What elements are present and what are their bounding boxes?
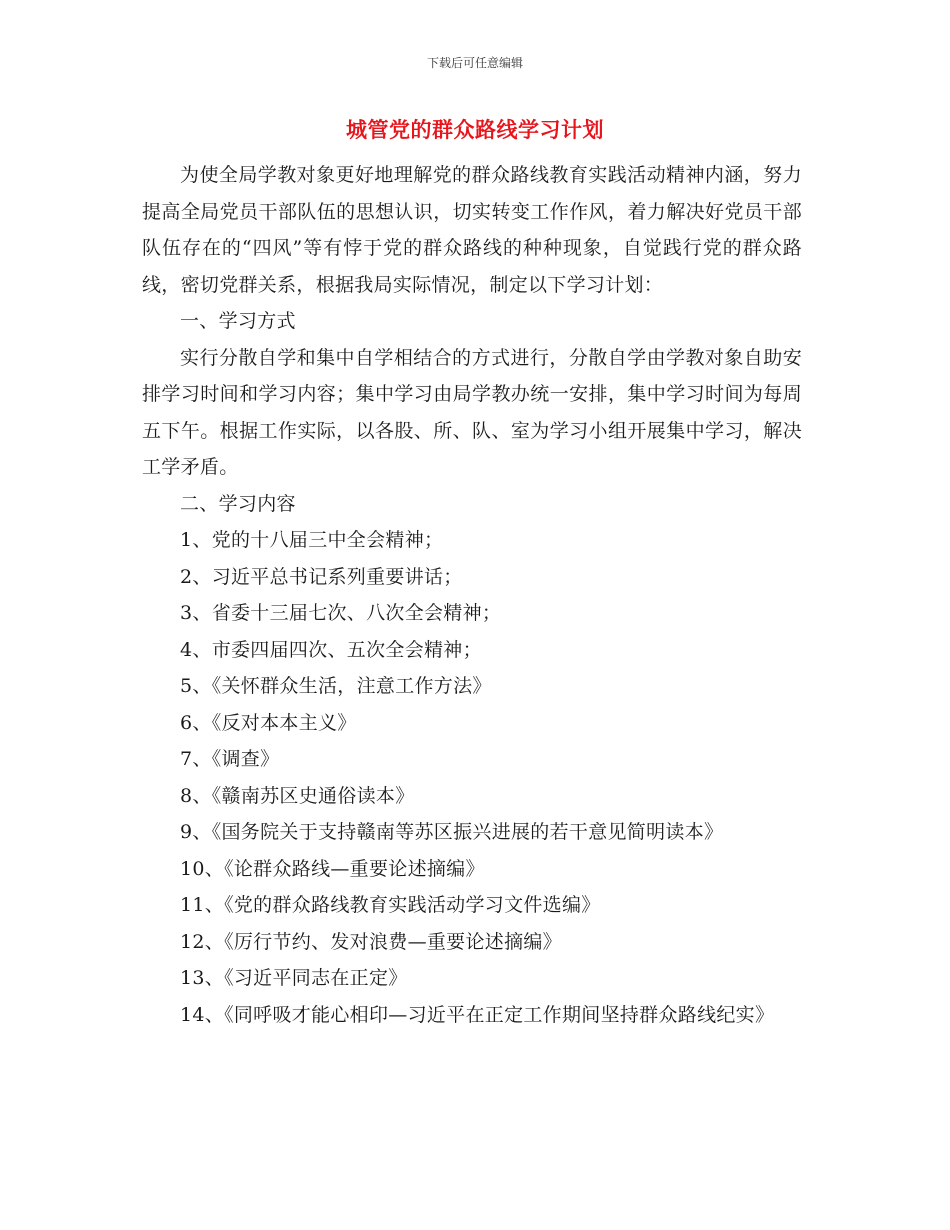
list-item: 3、省委十三届七次、八次全会精神； <box>180 602 502 624</box>
list-item: 7、《调查》 <box>180 748 280 770</box>
intro-paragraph: 为使全局学教对象更好地理解党的群众路线教育实践活动精神内涵，努力提高全局党员干部队伍的思想认识，切实转变工作作风，着力解决好党员干部队伍存在的“四风”等有悖于党的群众路线的种种现象，自觉践行党的群众路线，密切党群关系，根据我局实际情况，制定以下学习计划： <box>142 164 802 296</box>
method-paragraph: 实行分散自学和集中自学相结合的方式进行，分散自学由学教对象自助安排学习时间和学习内容；集中学习由局学教办统一安排，集中学习时间为每周五下午。根据工作实际，以各股、所、队、室为学习小组开展集中学习，解决工学矛盾。 <box>142 346 802 478</box>
list-item: 2、习近平总书记系列重要讲话； <box>180 565 463 588</box>
section-heading-content: 二、学习内容 <box>180 492 296 515</box>
section-heading-method: 一、学习方式 <box>180 310 296 332</box>
list-item: 8、《赣南苏区史通俗读本》 <box>180 784 415 807</box>
list-item: 12、《厉行节约、发对浪费—重要论述摘编》 <box>180 930 562 953</box>
list-item: 4、市委四届四次、五次全会精神； <box>180 638 482 661</box>
list-item: 1、党的十八届三中全会精神； <box>180 529 444 551</box>
header-note: 下载后可任意编辑 <box>426 56 523 70</box>
list-item: 11、《党的群众路线教育实践活动学习文件选编》 <box>180 894 601 916</box>
list-item: 14、《同呼吸才能心相印—习近平在正定工作期间坚持群众路线纪实》 <box>180 1003 775 1026</box>
list-item: 9、《国务院关于支持赣南等苏区振兴进展的若干意见简明读本》 <box>180 821 724 843</box>
document-body <box>142 157 802 1033</box>
list-item: 6、《反对本本主义》 <box>180 711 357 734</box>
list-item: 13、《习近平同志在正定》 <box>180 967 408 989</box>
document-title: 城管党的群众路线学习计划 <box>346 117 604 142</box>
list-item: 5、《关怀群众生活，注意工作方法》 <box>180 675 492 697</box>
list-item: 10、《论群众路线—重要论述摘编》 <box>180 857 485 880</box>
